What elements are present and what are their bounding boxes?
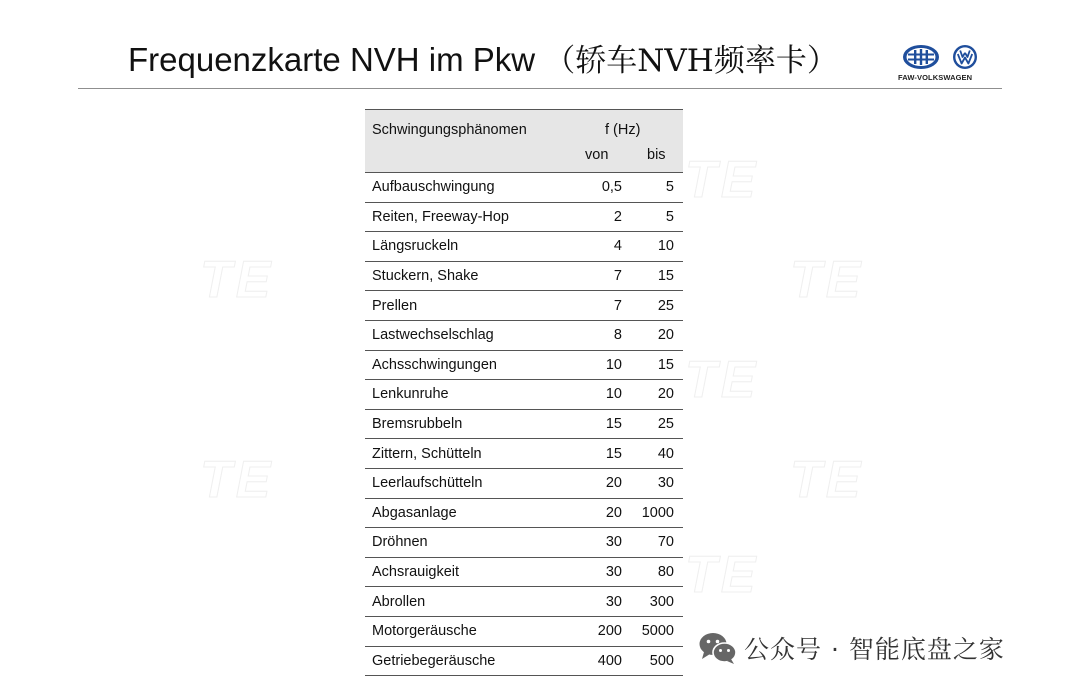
frequency-from-cell: 30 <box>605 593 622 610</box>
frequency-from-cell: 30 <box>605 564 622 581</box>
frequency-from-cell: 400 <box>597 652 622 669</box>
watermark: TE <box>685 151 760 209</box>
frequency-to-cell: 80 <box>657 564 674 581</box>
frequency-to-cell: 25 <box>657 416 674 433</box>
table-row <box>365 528 683 558</box>
frequency-to-cell: 20 <box>657 327 674 344</box>
watermark: TE <box>200 251 275 309</box>
wechat-icon <box>698 631 738 665</box>
phenomenon-cell: Reiten, Freeway-Hop <box>372 208 509 225</box>
phenomenon-cell: Zittern, Schütteln <box>372 445 482 462</box>
frequency-from-cell: 10 <box>605 386 622 403</box>
table-header <box>365 110 683 173</box>
frequency-from-cell: 15 <box>605 416 622 433</box>
faw-logo-icon <box>902 44 940 70</box>
watermark: TE <box>790 451 865 509</box>
column-header-from: von <box>585 147 609 163</box>
phenomenon-cell: Abgasanlage <box>372 504 457 521</box>
frequency-from-cell: 7 <box>613 297 622 314</box>
frequency-to-cell: 15 <box>657 268 674 285</box>
table-row <box>365 173 683 203</box>
watermark: TE <box>685 351 760 409</box>
frequency-from-cell: 7 <box>613 268 622 285</box>
frequency-from-cell: 2 <box>613 208 622 225</box>
table-row <box>365 587 683 617</box>
frequency-to-cell: 5 <box>665 208 674 225</box>
table-row <box>365 617 683 647</box>
phenomenon-cell: Dröhnen <box>372 534 428 551</box>
table-row <box>365 232 683 262</box>
frequency-from-cell: 8 <box>613 327 622 344</box>
frequency-table <box>365 109 683 676</box>
phenomenon-cell: Lastwechselschlag <box>372 327 494 344</box>
phenomenon-cell: Leerlaufschütteln <box>372 475 483 492</box>
frequency-to-cell: 300 <box>649 593 674 610</box>
phenomenon-cell: Getriebegeräusche <box>372 652 496 669</box>
phenomenon-cell: Lenkunruhe <box>372 386 449 403</box>
wechat-account-badge <box>698 630 1005 666</box>
table-row <box>365 321 683 351</box>
vw-logo-icon <box>952 44 978 70</box>
phenomenon-cell: Prellen <box>372 297 418 314</box>
title-divider <box>78 88 1002 89</box>
frequency-to-cell: 5 <box>665 179 674 196</box>
page-title-cn: （轿车NVH频率卡） <box>544 43 838 79</box>
frequency-to-cell: 10 <box>657 238 674 255</box>
watermark: TE <box>790 251 865 309</box>
table-row <box>365 499 683 529</box>
table-row <box>365 469 683 499</box>
table-row <box>365 558 683 588</box>
frequency-to-cell: 500 <box>649 652 674 669</box>
table-row <box>365 262 683 292</box>
column-header-to: bis <box>647 147 666 163</box>
frequency-to-cell: 1000 <box>641 504 674 521</box>
frequency-to-cell: 5000 <box>641 623 674 640</box>
table-row <box>365 647 683 677</box>
frequency-to-cell: 20 <box>657 386 674 403</box>
table-row <box>365 439 683 469</box>
frequency-to-cell: 25 <box>657 297 674 314</box>
watermark: TE <box>200 451 275 509</box>
phenomenon-cell: Stuckern, Shake <box>372 268 479 285</box>
phenomenon-cell: Achsrauigkeit <box>372 564 460 581</box>
frequency-to-cell: 30 <box>657 475 674 492</box>
frequency-from-cell: 20 <box>605 475 622 492</box>
frequency-from-cell: 200 <box>597 623 622 640</box>
phenomenon-cell: Aufbauschwingung <box>372 179 495 196</box>
wechat-account-label: 公众号 · 智能底盘之家 <box>744 635 1005 664</box>
frequency-from-cell: 20 <box>605 504 622 521</box>
phenomenon-cell: Längsruckeln <box>372 238 459 255</box>
table-row <box>365 380 683 410</box>
frequency-to-cell: 15 <box>657 356 674 373</box>
table-row <box>365 291 683 321</box>
frequency-to-cell: 40 <box>657 445 674 462</box>
frequency-from-cell: 10 <box>605 356 622 373</box>
table-row <box>365 410 683 440</box>
column-header-frequency: f (Hz) <box>605 122 641 138</box>
phenomenon-cell: Motorgeräusche <box>372 623 477 640</box>
phenomenon-cell: Bremsrubbeln <box>372 416 463 433</box>
phenomenon-cell: Abrollen <box>372 593 426 610</box>
phenomenon-cell: Achsschwingungen <box>372 356 497 373</box>
table-body <box>365 173 683 676</box>
table-row <box>365 203 683 233</box>
logo-caption: FAW-VOLKSWAGEN <box>898 73 973 82</box>
frequency-from-cell: 15 <box>605 445 622 462</box>
frequency-from-cell: 0,5 <box>601 179 622 196</box>
frequency-from-cell: 4 <box>613 238 622 255</box>
column-header-phenomenon: Schwingungsphänomen <box>372 122 527 138</box>
frequency-to-cell: 70 <box>657 534 674 551</box>
table-row <box>365 351 683 381</box>
watermark: TE <box>685 546 760 604</box>
page-title <box>128 38 838 83</box>
frequency-from-cell: 30 <box>605 534 622 551</box>
page-title-de: Frequenzkarte NVH im Pkw <box>128 41 536 78</box>
